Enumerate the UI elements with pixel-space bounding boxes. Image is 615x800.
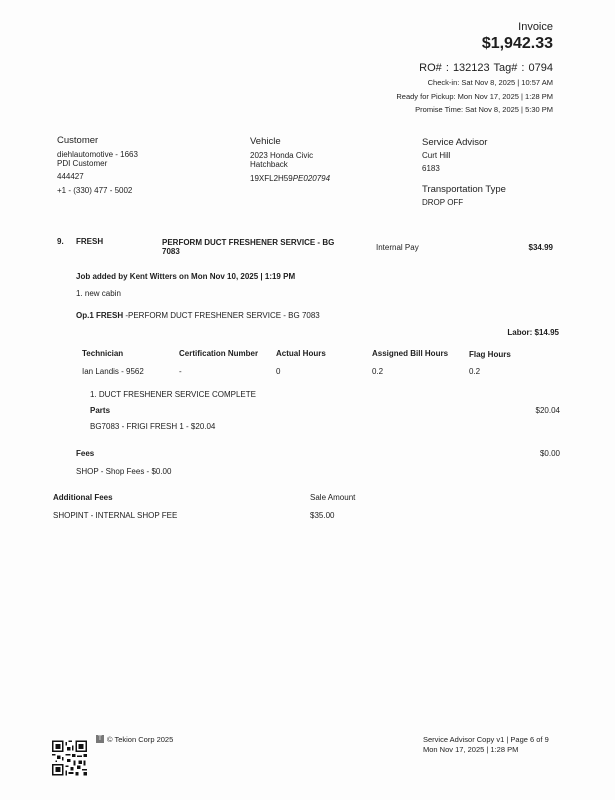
additional-fees-heading: Additional Fees bbox=[53, 493, 113, 502]
col-actual-hours: Actual Hours bbox=[276, 349, 326, 358]
col-technician: Technician bbox=[82, 349, 124, 358]
transportation-type: DROP OFF bbox=[422, 198, 464, 207]
vehicle-vin bbox=[250, 174, 330, 183]
customer-heading: Customer bbox=[57, 135, 99, 146]
sale-amount-heading: Sale Amount bbox=[310, 493, 356, 502]
labor-amount: Labor: $14.95 bbox=[507, 328, 559, 337]
col-flag-hours: Flag Hours bbox=[469, 350, 511, 359]
additional-fee-amount: $35.00 bbox=[310, 511, 335, 520]
job-added-by: Job added by Kent Witters on Mon Nov 10, 2025 | 1:19 PM bbox=[76, 272, 296, 281]
additional-fee-item: SHOPINT - INTERNAL SHOP FEE bbox=[53, 511, 178, 520]
job-title-line2: 7083 bbox=[162, 247, 180, 256]
customer-phone: +1 - (330) 477 - 5002 bbox=[57, 186, 133, 195]
customer-name: diehlautomotive - 1663 bbox=[57, 150, 138, 159]
copyright-text: © Tekion Corp 2025 bbox=[107, 735, 174, 744]
vin-suffix: PE020794 bbox=[292, 174, 331, 183]
col-assigned-bill-hours: Assigned Bill Hours bbox=[372, 349, 449, 358]
customer-number: 444427 bbox=[57, 172, 84, 181]
transportation-heading: Transportation Type bbox=[422, 184, 506, 195]
parts-heading: Parts bbox=[90, 406, 111, 415]
document-type: Invoice bbox=[518, 21, 553, 33]
service-complete-note: 1. DUCT FRESHENER SERVICE COMPLETE bbox=[90, 390, 256, 399]
operation-description: -PERFORM DUCT FRESHENER SERVICE - BG 7083 bbox=[123, 311, 320, 320]
tekion-logo-icon: T bbox=[96, 735, 104, 743]
cell-actual-hours: 0 bbox=[276, 367, 281, 376]
check-in-time: Check-in: Sat Nov 8, 2025 | 10:57 AM bbox=[427, 78, 553, 87]
service-advisor-number: 6183 bbox=[422, 164, 440, 173]
fees-heading: Fees bbox=[76, 449, 95, 458]
copy-page-info: Service Advisor Copy v1 | Page 6 of 9 bbox=[423, 735, 549, 744]
col-certification: Certification Number bbox=[179, 349, 259, 358]
vehicle-body: Hatchback bbox=[250, 160, 288, 169]
parts-total: $20.04 bbox=[535, 406, 560, 415]
parts-item: BG7083 - FRIGI FRESH 1 - $20.04 bbox=[90, 422, 216, 431]
service-advisor-heading: Service Advisor bbox=[422, 137, 488, 148]
fees-total: $0.00 bbox=[539, 449, 560, 458]
service-advisor-name: Curt Hill bbox=[422, 151, 451, 160]
job-code: FRESH bbox=[76, 237, 104, 246]
cell-certification: - bbox=[179, 367, 182, 376]
qr-code-icon bbox=[52, 740, 87, 776]
job-pay-type: Internal Pay bbox=[376, 243, 419, 252]
invoice-total: $1,942.33 bbox=[481, 35, 553, 52]
footer-date: Mon Nov 17, 2025 | 1:28 PM bbox=[423, 745, 519, 754]
promise-time: Promise Time: Sat Nov 8, 2025 | 5:30 PM bbox=[415, 105, 553, 114]
customer-type: PDI Customer bbox=[57, 159, 108, 168]
operation-label: Op.1 FRESH bbox=[76, 311, 124, 320]
vehicle-model: 2023 Honda Civic bbox=[250, 151, 314, 160]
fees-item: SHOP - Shop Fees - $0.00 bbox=[76, 467, 172, 476]
cell-flag-hours: 0.2 bbox=[469, 367, 481, 376]
job-note: 1. new cabin bbox=[76, 289, 121, 298]
operation-line bbox=[76, 311, 320, 320]
ready-for-pickup-time: Ready for Pickup: Mon Nov 17, 2025 | 1:28 PM bbox=[396, 92, 553, 101]
vehicle-heading: Vehicle bbox=[250, 136, 281, 147]
job-amount: $34.99 bbox=[528, 243, 553, 252]
ro-tag-number: RO# : 132123 Tag# : 0794 bbox=[419, 62, 553, 74]
job-title-line1: PERFORM DUCT FRESHENER SERVICE - BG bbox=[162, 238, 335, 247]
cell-technician: Ian Landis - 9562 bbox=[82, 367, 144, 376]
job-number: 9. bbox=[57, 237, 64, 246]
cell-assigned-bill-hours: 0.2 bbox=[372, 367, 384, 376]
vin-prefix: 19XFL2H59 bbox=[250, 174, 293, 183]
